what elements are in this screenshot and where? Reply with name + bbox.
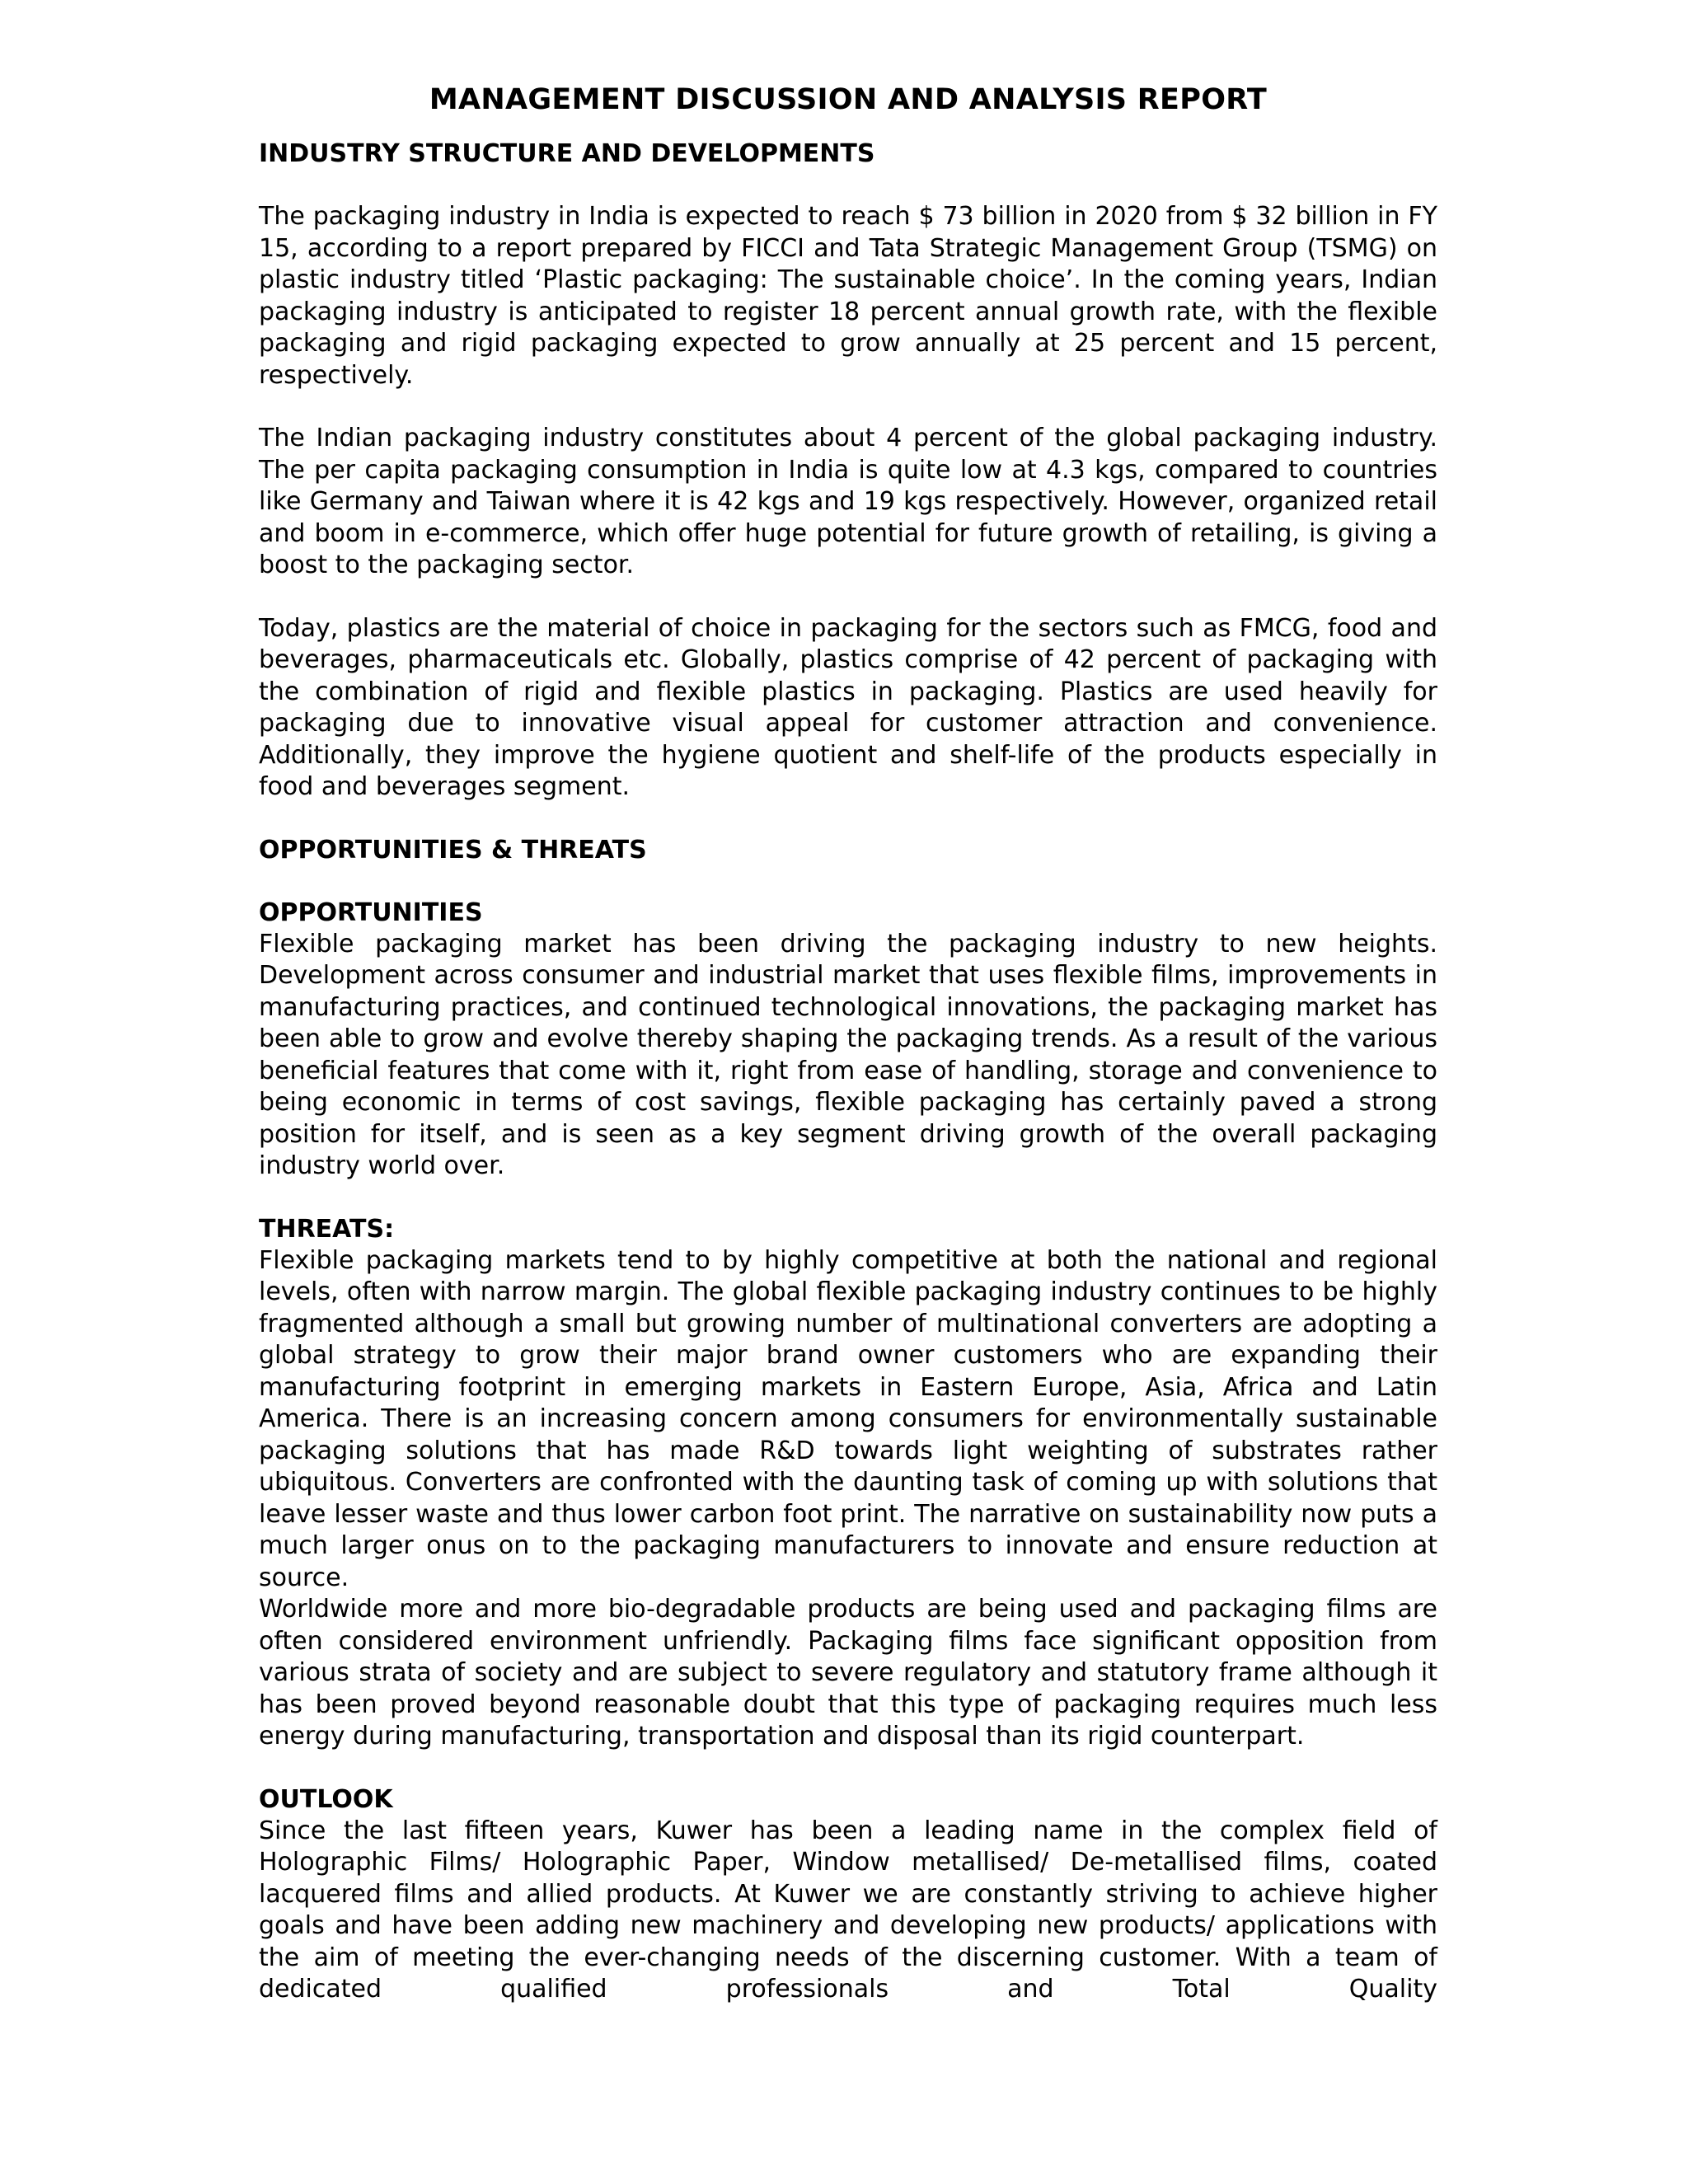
document-page	[259, 79, 1437, 2006]
opportunities-threats-heading: OPPORTUNITIES & THREATS	[259, 835, 647, 865]
threats-paragraph-1: Flexible packaging markets tend to by highly competitive at both the national and regional levels, often with narrow margin. The global flexible packaging industry continues to be highly fragmented although a small but growing number of multinational converters are adopting a global strategy to grow their major brand owner customers who are expanding their manufacturing footprint in emerging markets in Eastern Europe, Asia, Africa and Latin America. There is an increasing concern among consumers for environmentally sustainable packaging solutions that has made R&D towards light weighting of substrates rather ubiquitous. Converters are confronted with the daunting task of coming up with solutions that leave lesser waste and thus lower carbon foot print. The narrative on sustainability now puts a much larger onus on to the packaging manufacturers to innovate and ensure reduction at source.	[259, 1245, 1437, 1592]
industry-paragraph-3: Today, plastics are the material of choice in packaging for the sectors such as FMCG, food and beverages, pharmaceuticals etc. Globally, plastics comprise of 42 percent of packaging with the combination of rigid and flexible plastics in packaging. Plastics are used heavily for packaging due to innovative visual appeal for customer attraction and convenience. Additionally, they improve the hygiene quotient and shelf-life of the products especially in food and beverages segment.	[259, 613, 1437, 801]
industry-heading: INDUSTRY STRUCTURE AND DEVELOPMENTS	[259, 139, 875, 168]
opportunities-threats-section	[259, 835, 1437, 1753]
opportunities-heading: OPPORTUNITIES	[259, 898, 483, 927]
outlook-heading: OUTLOOK	[259, 1784, 393, 1814]
outlook-paragraph: Since the last fifteen years, Kuwer has been a leading name in the complex field of Holographic Films/ Holographic Paper, Window metallised/ De-metallised films, coated lacquered films and allied products. At Kuwer we are constantly striving to achieve higher goals and have been adding new machinery and developing new products/ applications with the aim of meeting the ever-changing needs of the discerning customer. With a team of dedicated qualified professionals and Total Quality	[259, 1816, 1437, 2004]
industry-section	[259, 138, 1437, 804]
industry-paragraph-2: The Indian packaging industry constitutes about 4 percent of the global packaging industry. The per capita packaging consumption in India is quite low at 4.3 kgs, compared to countries like Germany and Taiwan where it is 42 kgs and 19 kgs respectively. However, organized retail and boom in e-commerce, which offer huge potential for future growth of retailing, is giving a boost to the packaging sector.	[259, 424, 1437, 579]
outlook-section	[259, 1784, 1437, 2006]
industry-paragraph-1: The packaging industry in India is expected to reach $ 73 billion in 2020 from $ 32 billion in FY 15, according to a report prepared by FICCI and Tata Strategic Management Group (TSMG) on plastic industry titled ‘Plastic packaging: The sustainable choice’. In the coming years, Indian packaging industry is anticipated to register 18 percent annual growth rate, with the flexible packaging and rigid packaging expected to grow annually at 25 percent and 15 percent, respectively.	[259, 202, 1437, 390]
threats-heading: THREATS:	[259, 1214, 395, 1244]
threats-paragraph-2: Worldwide more and more bio-degradable products are being used and packaging films are often considered environment unfriendly. Packaging films face significant opposition from various strata of society and are subject to severe regulatory and statutory frame although it has been proved beyond reasonable doubt that this type of packaging requires much less energy during manufacturing, transportation and disposal than its rigid counterpart.	[259, 1595, 1437, 1750]
opportunities-paragraph: Flexible packaging market has been driving the packaging industry to new heights. Development across consumer and industrial market that uses flexible films, improvements in manufacturing practices, and continued technological innovations, the packaging market has been able to grow and evolve thereby shaping the packaging trends. As a result of the various beneficial features that come with it, right from ease of handling, storage and convenience to being economic in terms of cost savings, flexible packaging has certainly paved a strong position for itself, and is seen as a key segment driving growth of the overall packaging industry world over.	[259, 929, 1437, 1180]
document-title: MANAGEMENT DISCUSSION AND ANALYSIS REPORT	[429, 83, 1268, 116]
